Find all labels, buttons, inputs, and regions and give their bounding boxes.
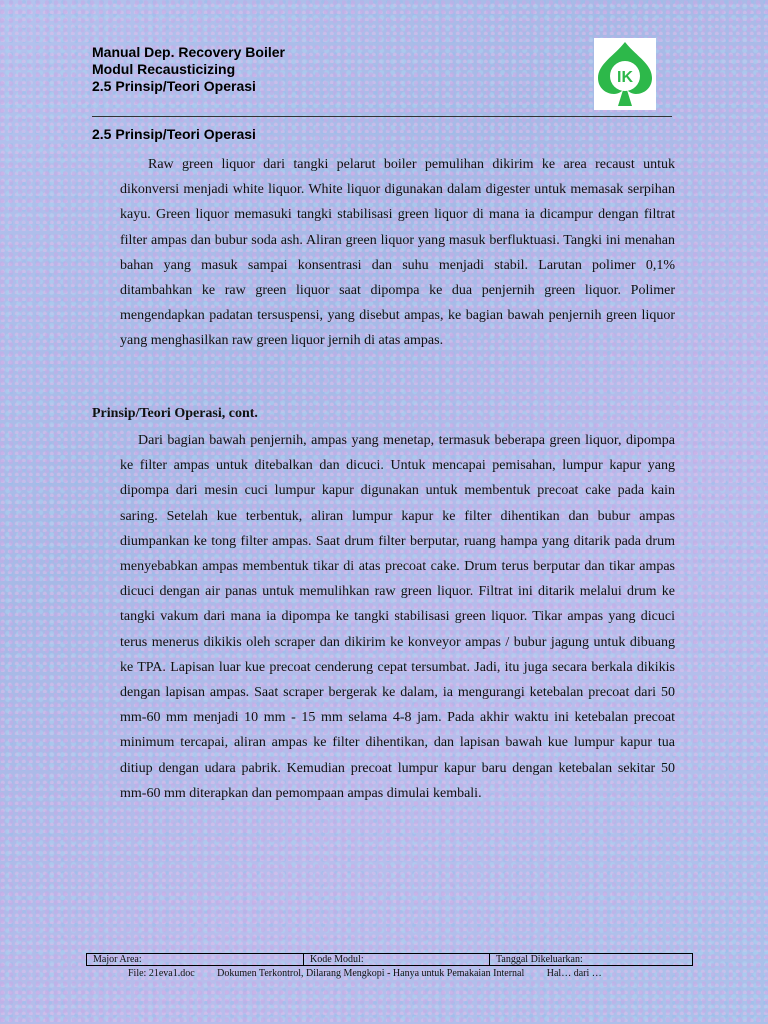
spade-logo-icon — [594, 38, 656, 110]
footer-line — [128, 968, 622, 980]
footer-major-area: Major Area: — [87, 954, 304, 965]
footer-file: File: 21eva1.doc — [128, 968, 195, 979]
header-divider — [92, 116, 672, 117]
header-manual-title: Manual Dep. Recovery Boiler — [92, 44, 285, 60]
footer-tanggal: Tanggal Dikeluarkan: — [496, 954, 583, 965]
footer-info-table — [86, 953, 693, 966]
continuation-title: Prinsip/Teori Operasi, cont. — [92, 406, 258, 421]
section-title: 2.5 Prinsip/Teori Operasi — [92, 126, 256, 142]
logo-text: IK — [617, 69, 633, 86]
paragraph-2 — [120, 428, 675, 806]
footer-notice: Dokumen Terkontrol, Dilarang Mengkopi - Hanya untuk Pemakaian Internal — [217, 968, 525, 979]
header-module-title: Modul Recausticizing — [92, 61, 236, 77]
header-section-title: 2.5 Prinsip/Teori Operasi — [92, 78, 256, 94]
footer-kode-modul: Kode Modul: — [304, 954, 490, 965]
document-header — [92, 44, 285, 95]
company-logo — [594, 38, 656, 110]
paragraph-2-text: Dari bagian bawah penjernih, ampas yang menetap, termasuk beberapa green liquor, dipompa ke filter ampas untuk ditebalkan dan dicuci. Untuk mencapai pemisahan, lumpur kapur yang dipompa dari mesin cuci lumpur kapur digunakan untuk membentuk precoat cake pada kain saring. Setelah kue terbentuk, aliran lumpur kapur ke filter dihentikan dan bubur ampas diumpankan ke tong filter ampas. Saat drum filter berputar, ruang hampa yang ditarik pada drum menyebabkan ampas membentuk tikar di atas precoat cake. Drum terus berputar dan tikar ampas dicuci dengan air panas untuk memulihkan raw green liquor. Filtrat ini ditarik melalui drum ke tangki vakum dari mana ia dipompa ke tangki stabilisasi green liquor. Tikar ampas yang dicuci terus menerus dikikis oleh scraper dan dikirim ke konveyor ampas / bubur jagung untuk dibuang ke TPA. Lapisan luar kue precoat cenderung cepat tersumbat. Jadi, itu juga secara berkala dikikis dengan lapisan ampas. Saat scraper bergerak ke dalam, ia mengurangi ketebalan precoat dari 50 mm-60 mm menjadi 10 mm - 15 mm selama 4-8 jam. Pada akhir waktu ini ketebalan precoat minimum tercapai, aliran ampas ke filter dihentikan, dan lapisan bawah kue lumpur kapur tua ditiup dengan udara pabrik. Kemudian precoat lumpur kapur baru dengan ketebalan sekitar 50 mm-60 mm diterapkan dan pemompaan ampas dimulai kembali. — [120, 433, 675, 801]
paragraph-1-text: Raw green liquor dari tangki pelarut boiler pemulihan dikirim ke area recaust untuk dikonversi menjadi white liquor. White liquor digunakan dalam digester untuk memasak serpihan kayu. Green liquor memasuki tangki stabilisasi green liquor di mana ia dicampur dengan filtrat filter ampas dan bubur soda ash. Aliran green liquor yang masuk berfluktuasi. Tangki ini menahan bahan yang masuk sampai konsentrasi dan suhu menjadi stabil. Larutan polimer 0,1% ditambahkan ke raw green liquor saat dipompa ke dua penjernih green liquor. Polimer mengendapkan padatan tersuspensi, yang disebut ampas, ke bagian bawah penjernih green liquor yang menghasilkan raw green liquor jernih di atas ampas. — [120, 157, 675, 349]
paragraph-1 — [120, 152, 675, 354]
footer-page: Hal… dari … — [546, 968, 602, 979]
